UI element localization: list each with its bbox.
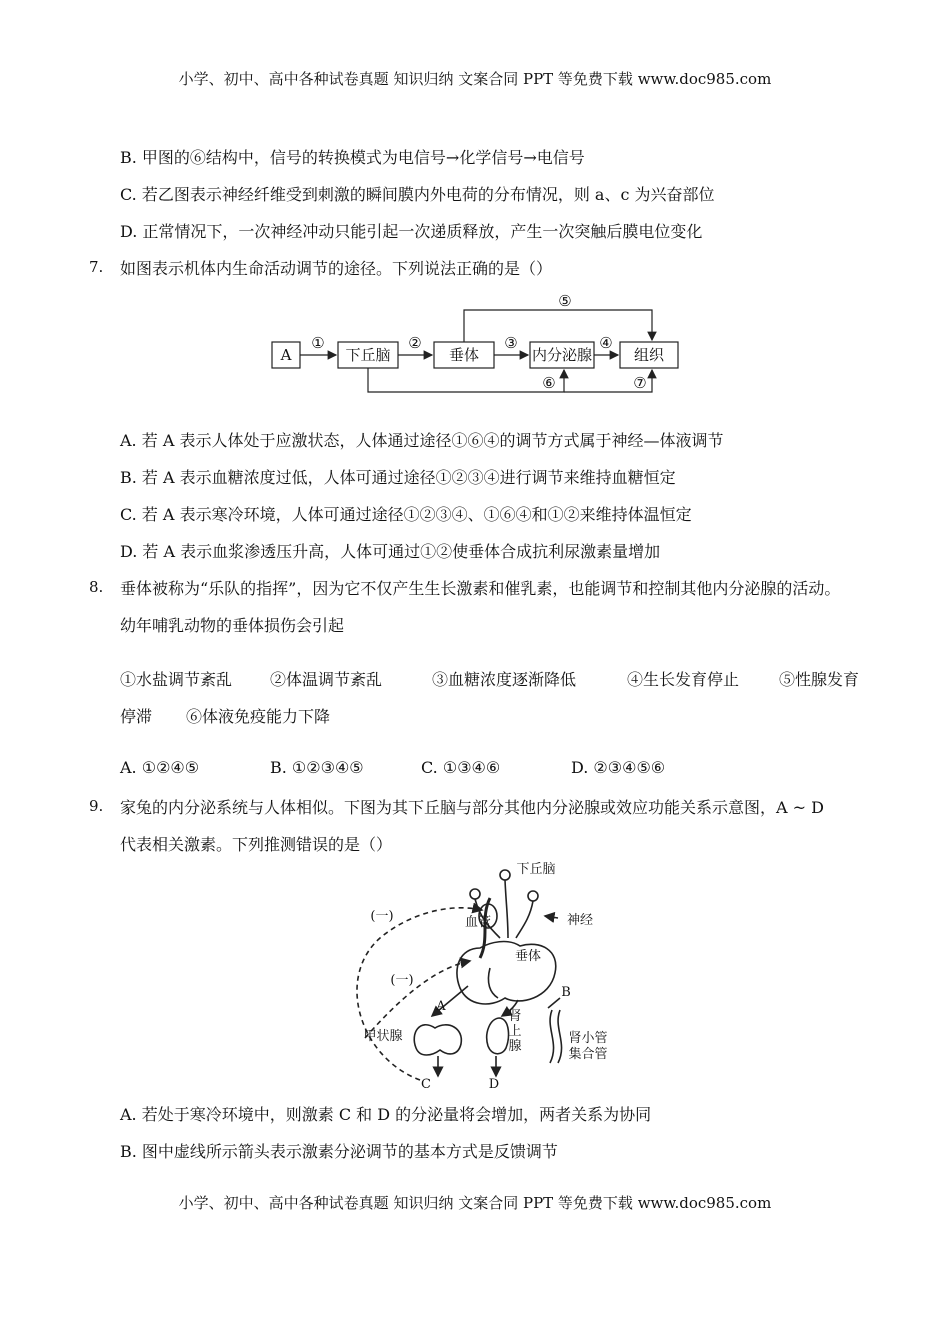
arrow-label-6: ⑥	[542, 374, 556, 392]
label-adrenal-1: 肾	[508, 1009, 522, 1024]
label-hypothalamus: 下丘脑	[516, 862, 556, 877]
label-hormone-a: A	[436, 999, 446, 1014]
label-negative-1: (一)	[370, 909, 394, 924]
q6-option-d: D. 正常情况下，一次神经冲动只能引起一次递质释放，产生一次突触后膜电位变化	[120, 222, 703, 241]
arrow-label-5: ⑤	[558, 292, 572, 310]
page-header: 小学、初中、高中各种试卷真题 知识归纳 文案合同 PPT 等免费下载 www.doc985.com	[178, 70, 772, 88]
arrow-label-4: ④	[599, 334, 613, 352]
q7-number: 7.	[89, 258, 104, 276]
label-pituitary: 垂体	[514, 949, 542, 964]
label-renal-tubule: 肾小管	[568, 1031, 608, 1046]
q6-option-b: B. 甲图的⑥结构中，信号的转换模式为电信号→化学信号→电信号	[120, 148, 585, 167]
arrow-label-7: ⑦	[633, 374, 647, 392]
q9-stem-line1: 家兔的内分泌系统与人体相似。下图为其下丘脑与部分其他内分泌腺或效应功能关系示意图，A ~ D	[120, 798, 824, 817]
label-adrenal-3: 腺	[508, 1039, 522, 1054]
q8-item-2: ②体温调节紊乱	[270, 670, 383, 689]
label-adrenal-2: 上	[508, 1024, 522, 1039]
label-thyroid: 甲状腺	[363, 1029, 403, 1044]
q8-option-d: D. ②③④⑤⑥	[571, 758, 666, 777]
q8-item-1: ①水盐调节紊乱	[120, 670, 233, 689]
q8-item-5a: ⑤性腺发育	[779, 670, 860, 689]
q8-stem-line2: 幼年哺乳动物的垂体损伤会引起	[120, 616, 345, 635]
arrow-label-2: ②	[408, 334, 422, 352]
label-hormone-d: D	[488, 1077, 500, 1092]
q7-stem: 如图表示机体内生命活动调节的途径。下列说法正确的是（）	[120, 259, 553, 278]
q8-number: 8.	[89, 578, 104, 596]
box-hypothalamus-label: 下丘脑	[345, 346, 391, 364]
q9-number: 9.	[89, 797, 104, 815]
q9-option-b: B. 图中虚线所示箭头表示激素分泌调节的基本方式是反馈调节	[120, 1142, 558, 1161]
q9-option-a: A. 若处于寒冷环境中，则激素 C 和 D 的分泌量将会增加，两者关系为协同	[120, 1105, 652, 1124]
q8-item-4: ④生长发育停止	[627, 670, 740, 689]
label-blood-vessel: 血管	[464, 915, 492, 930]
q7-option-a: A. 若 A 表示人体处于应激状态，人体通过途径①⑥④的调节方式属于神经—体液调节	[120, 431, 724, 450]
q8-item-3: ③血糖浓度逐渐降低	[432, 670, 577, 689]
page-footer: 小学、初中、高中各种试卷真题 知识归纳 文案合同 PPT 等免费下载 www.doc985.com	[178, 1194, 772, 1212]
label-hormone-b: B	[561, 985, 571, 1000]
q8-item-5b: 停滞	[120, 707, 153, 726]
q7-option-d: D. 若 A 表示血浆渗透压升高，人体可通过①②使垂体合成抗利尿激素量增加	[120, 542, 661, 561]
q8-option-c: C. ①③④⑥	[421, 758, 501, 777]
label-hormone-c: C	[421, 1077, 431, 1092]
q7-option-c: C. 若 A 表示寒冷环境，人体可通过途径①②③④、①⑥④和①②来维持体温恒定	[120, 505, 692, 524]
q8-option-b: B. ①②③④⑤	[270, 758, 364, 777]
q6-option-c: C. 若乙图表示神经纤维受到刺激的瞬间膜内外电荷的分布情况，则 a、c 为兴奋部位	[120, 185, 715, 204]
label-negative-2: (一)	[390, 973, 414, 988]
q7-regulation-pathway-diagram	[268, 290, 688, 395]
q8-item-6: ⑥体液免疫能力下降	[186, 707, 331, 726]
q9-stem-line2: 代表相关激素。下列推测错误的是（）	[120, 835, 393, 854]
q8-option-a: A. ①②④⑤	[120, 758, 200, 777]
q7-option-b: B. 若 A 表示血糖浓度过低，人体可通过途径①②③④进行调节来维持血糖恒定	[120, 468, 676, 487]
label-collecting-duct: 集合管	[568, 1047, 608, 1062]
q9-endocrine-diagram	[340, 858, 630, 1093]
q8-stem-line1: 垂体被称为“乐队的指挥”，因为它不仅产生生长激素和催乳素，也能调节和控制其他内分泌腺的活动。	[120, 579, 841, 598]
box-tissue-label: 组织	[633, 346, 665, 364]
arrow-label-3: ③	[504, 334, 518, 352]
box-a-label: A	[280, 346, 292, 364]
box-endocrine-gland-label: 内分泌腺	[531, 346, 593, 364]
box-pituitary-label: 垂体	[448, 346, 480, 364]
label-nerve: 神经	[566, 913, 594, 928]
arrow-label-1: ①	[311, 334, 325, 352]
